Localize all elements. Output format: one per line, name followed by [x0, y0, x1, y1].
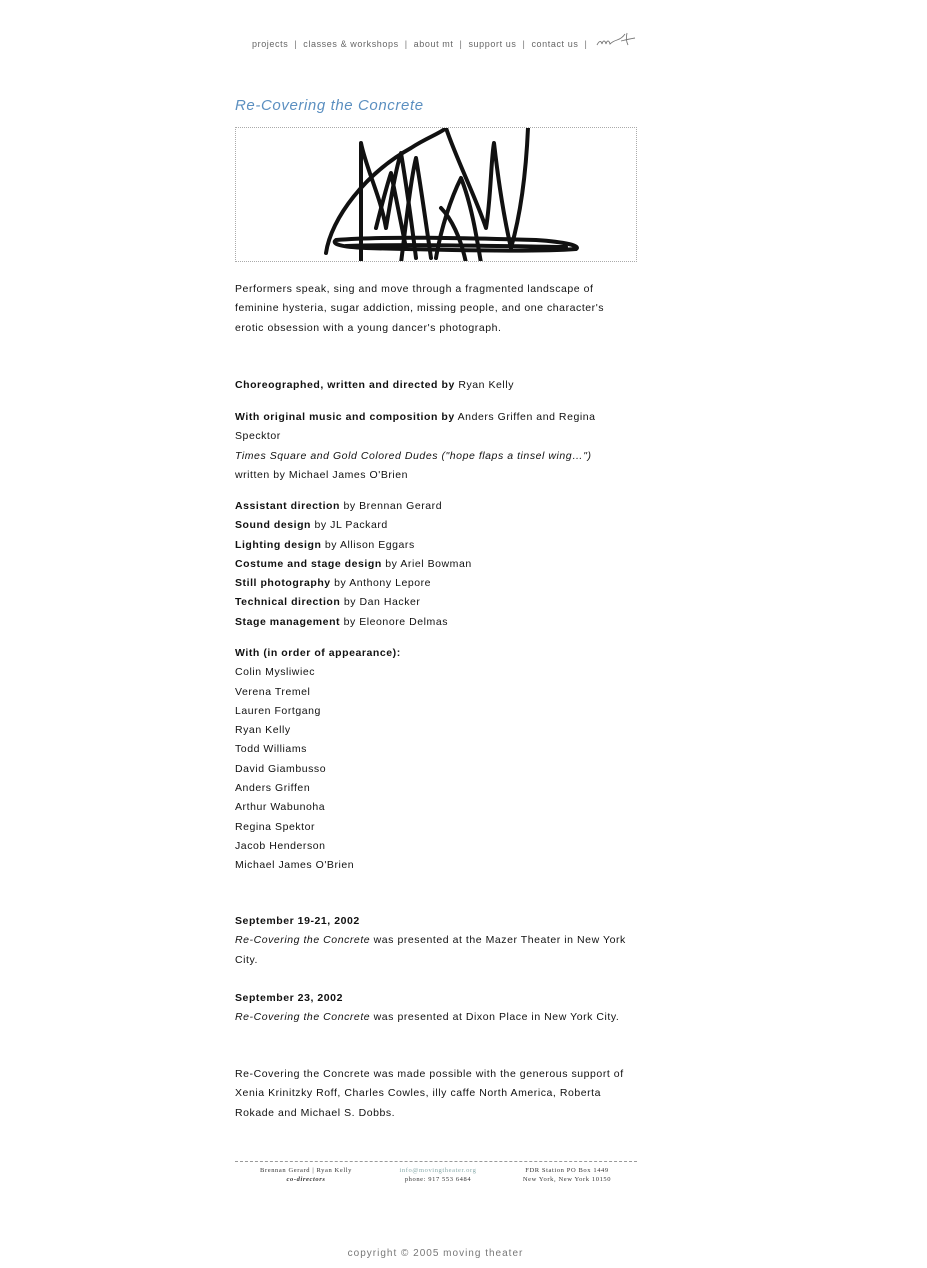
nav-separator: | [522, 39, 526, 49]
cast-member: Jacob Henderson [235, 839, 326, 852]
footer-email-link[interactable]: info@movingtheater.org [399, 1167, 477, 1174]
credit-choreography [235, 376, 640, 395]
credits-block [235, 376, 640, 395]
cast-member: Anders Griffen [235, 782, 311, 795]
cast-member: Lauren Fortgang [235, 704, 321, 717]
cast-member: Regina Spektor [235, 820, 316, 833]
cast-heading: With (in order of appearance): [235, 647, 401, 659]
cast-member: Colin Mysliwiec [235, 666, 316, 679]
scribble-artwork-icon [236, 128, 636, 261]
page-title: Re-Covering the Concrete [235, 97, 424, 114]
nav-separator: | [404, 39, 408, 49]
copyright: copyright © 2005 moving theater [347, 1248, 524, 1259]
performance-date: September 19-21, 2002 [235, 915, 360, 927]
footer-divider [235, 1161, 637, 1162]
song-title: Times Square and Gold Colored Dudes ("hope flaps a tinsel wing…") [235, 449, 592, 462]
crew-item: Lighting design by Allison Eggars [235, 538, 415, 551]
cast-member: Todd Williams [235, 743, 307, 756]
crew-item: Assistant direction by Brennan Gerard [235, 500, 443, 512]
support-paragraph: Re-Covering the Concrete was made possible with the generous support of Xenia Krinitzky Roff, Charles Cowles, illy caffe North America, Roberta Rokade and Michael S. Dobbs. [235, 1068, 624, 1119]
crew-item: Still photography by Anthony Lepore [235, 577, 432, 590]
crew-item: Sound design by JL Packard [235, 519, 388, 532]
cast-member: David Giambusso [235, 762, 327, 775]
credit-value: Ryan Kelly [458, 379, 515, 391]
nav-contact-us[interactable]: contact us [531, 39, 579, 49]
date-block-2 [235, 989, 645, 1028]
cast-member: Arthur Wabunoha [235, 801, 326, 814]
nav-separator: | [294, 39, 298, 49]
cast-block [235, 644, 640, 876]
music-block [235, 408, 625, 485]
crew-item: Stage management by Eleonore Delmas [235, 615, 449, 628]
nav-classes-workshops[interactable]: classes & workshops [303, 39, 399, 49]
credit-music [235, 408, 625, 447]
nav-support-us[interactable]: support us [468, 39, 517, 49]
nav-separator: | [584, 39, 588, 49]
performance-text: Re-Covering the Concrete was presented at Dixon Place in New York City. [235, 1011, 620, 1024]
performance-text: Re-Covering the Concrete was presented at the Mazer Theater in New York City. [235, 934, 626, 966]
intro-paragraph: Performers speak, sing and move through a fragmented landscape of feminine hysteria, sugar addiction, missing people, and one character's erotic obsession with a young dancer's photograph. [235, 283, 605, 334]
footer-address: FDR Station PO Box 1449 New York, New York 10150 [522, 1167, 612, 1183]
nav-projects[interactable]: projects [252, 39, 289, 49]
nav-separator: | [459, 39, 463, 49]
crew-item: Technical direction by Dan Hacker [235, 596, 421, 609]
crew-block [235, 497, 640, 632]
top-nav [252, 36, 639, 52]
credit-label: With original music and composition by [235, 411, 455, 423]
footer-contact: info@movingtheater.org phone: 917 553 6484 [380, 1166, 496, 1184]
song-writer: written by Michael James O'Brien [235, 468, 409, 481]
footer-directors: Brennan Gerard | Ryan Kelly co-directors [260, 1167, 352, 1183]
credit-value: Anders Griffen and Regina Specktor [235, 411, 596, 443]
banner-image [235, 127, 637, 262]
nav-about-mt[interactable]: about mt [413, 39, 454, 49]
crew-item: Costume and stage design by Ariel Bowman [235, 557, 472, 570]
cast-member: Verena Tremel [235, 685, 311, 698]
cast-member: Ryan Kelly [235, 724, 291, 737]
cast-member: Michael James O'Brien [235, 859, 355, 872]
performance-date: September 23, 2002 [235, 992, 343, 1004]
date-block-1 [235, 912, 640, 970]
credit-label: Choreographed, written and directed by [235, 379, 455, 391]
mt-logo-icon[interactable] [595, 31, 639, 49]
